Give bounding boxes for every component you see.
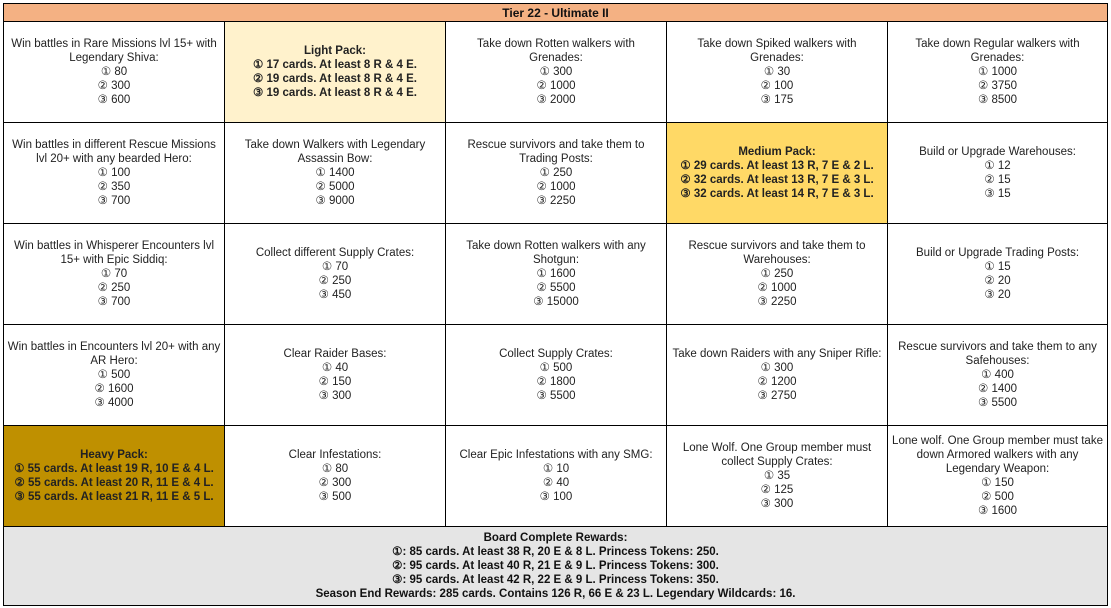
tier-target-value: ② 250 [318,275,352,287]
challenge-cell [667,22,888,123]
challenge-title: Lone Wolf. One Group member must collect Supply Crates: [682,442,872,468]
tier-target-value: ③ 600 [97,94,131,106]
tier-target-value: ① 70 [321,261,349,273]
tier-target-value: ① 70 [100,268,128,280]
challenge-cell [4,123,225,224]
tier-target-value: ③ 2750 [757,390,797,402]
tier-target-value: ① 400 [981,369,1014,381]
tier-target-value: ② 500 [981,491,1014,503]
pack-tier-value: ① 29 cards. At least 13 R, 7 E & 2 L. [680,160,874,172]
reward-tier-line: ②: 95 cards. At least 40 R, 21 E & 9 L. Princess Tokens: 300. [392,560,719,572]
tier-target-value: ③ 2250 [536,195,576,207]
challenge-cell [888,123,1108,224]
challenge-title: Build or Upgrade Warehouses: [919,146,1076,158]
tier-target-value: ① 15 [984,261,1011,273]
challenge-cell [225,426,446,527]
pack-tier-value: ③ 32 cards. At least 14 R, 7 E & 3 L. [680,188,874,200]
challenge-title: Build or Upgrade Trading Posts: [916,247,1080,259]
tier-target-value: ① 500 [97,369,131,381]
tier-target-value: ③ 175 [760,94,794,106]
tier-target-value: ③ 8500 [977,94,1018,106]
challenge-cell [888,22,1108,123]
tier-target-value: ① 30 [763,66,791,78]
tier-target-value: ② 150 [318,376,352,388]
challenge-title: Collect Supply Crates: [499,348,613,360]
tier-target-value: ③ 15000 [533,296,579,308]
reward-tier-line: ③: 95 cards. At least 42 R, 22 E & 9 L. Princess Tokens: 350. [392,574,719,586]
pack-tier-value: ① 55 cards. At least 19 R, 10 E & 4 L. [14,463,214,475]
tier-target-value: ① 150 [981,477,1014,489]
pack-tier-value: ③ 19 cards. At least 8 R & 4 E. [253,87,417,99]
pack-tier-value: ③ 55 cards. At least 21 R, 11 E & 5 L. [14,491,214,503]
tier-target-value: ② 125 [760,484,794,496]
reward-tier-line: ①: 85 cards. At least 38 R, 20 E & 8 L. Princess Tokens: 250. [392,546,719,558]
tier-target-value: ② 5500 [536,282,576,294]
tier-target-value: ③ 1600 [977,505,1018,517]
tier-target-value: ② 5000 [315,181,355,193]
tier-target-value: ① 1400 [315,167,355,179]
challenge-title: Collect different Supply Crates: [255,247,415,259]
challenge-title: Rescue survivors and take them to Warehouses: [688,240,866,266]
tier-target-value: ② 100 [760,80,794,92]
tier-target-value: ② 1800 [536,376,576,388]
challenge-cell [4,224,225,325]
challenge-title: Take down Walkers with Legendary Assassin Bow: [244,139,426,165]
tier-target-value: ② 3750 [977,80,1018,92]
footer-row [4,527,1108,606]
tier-target-value: ③ 5500 [536,390,576,402]
challenge-title: Clear Raider Bases: [283,348,387,360]
challenge-cell [446,224,667,325]
challenge-cell [4,325,225,426]
challenge-cell [225,224,446,325]
challenge-row [4,426,1108,527]
challenge-cell [4,22,225,123]
challenge-title: Win battles in Encounters lvl 20+ with any AR Hero: [7,341,221,367]
tier-target-value: ② 20 [984,275,1011,287]
header-row [4,4,1108,22]
challenge-title: Take down Spiked walkers with Grenades: [697,38,857,64]
challenge-row [4,123,1108,224]
challenge-row [4,224,1108,325]
tier-target-value: ① 500 [539,362,573,374]
tier-target-value: ② 300 [97,80,131,92]
challenge-cell [446,325,667,426]
challenge-title: Win battles in different Rescue Missions lvl 20+ with any bearded Hero: [12,139,216,165]
tier-target-value: ③ 300 [760,498,794,510]
pack-tier-value: ② 32 cards. At least 13 R, 7 E & 3 L. [680,174,874,186]
tier-target-value: ① 10 [542,463,570,475]
tier-target-value: ② 300 [318,477,352,489]
challenge-cell [667,426,888,527]
reward-pack-heavy [4,426,225,527]
tier-target-value: ① 12 [984,160,1011,172]
tier-target-value: ① 300 [760,362,794,374]
tier-target-value: ③ 2000 [536,94,576,106]
challenge-title: Rescue survivors and take them to any Safehouses: [898,341,1097,367]
tier-target-value: ② 1600 [94,383,134,395]
tier-target-value: ② 1000 [757,282,797,294]
tier-target-value: ① 40 [321,362,349,374]
tier-target-value: ② 1000 [536,80,576,92]
challenge-cell [225,325,446,426]
tier-target-value: ② 250 [97,282,131,294]
pack-title: Medium Pack: [738,146,816,158]
tier-target-value: ② 1000 [536,181,576,193]
pack-tier-value: ② 19 cards. At least 8 R & 4 E. [253,73,417,85]
challenge-title: Rescue survivors and take them to Trading Posts: [467,139,645,165]
challenge-title: Lone wolf. One Group member must take down Armored walkers with any Legendary Weapon: [892,435,1103,475]
season-end-rewards: Season End Rewards: 285 cards. Contains 126 R, 66 E & 23 L. Legendary Wildcards: 16. [315,588,796,600]
challenge-title: Win battles in Rare Missions lvl 15+ with Legendary Shiva: [11,38,217,64]
tier-target-value: ① 1000 [977,66,1018,78]
pack-title: Light Pack: [304,45,366,57]
challenge-cell [667,224,888,325]
challenge-cell [225,123,446,224]
tier-target-value: ③ 9000 [315,195,355,207]
pack-title: Heavy Pack: [80,449,148,461]
challenge-cell [446,123,667,224]
challenge-title: Take down Rotten walkers with Grenades: [477,38,635,64]
tier-target-value: ③ 300 [318,390,352,402]
tier-target-value: ① 300 [539,66,573,78]
pack-tier-value: ② 55 cards. At least 20 R, 11 E & 4 L. [14,477,214,489]
challenge-title: Take down Rotten walkers with any Shotgun: [466,240,646,266]
tier-target-value: ② 1200 [757,376,797,388]
tier-target-value: ① 80 [321,463,349,475]
tier-target-value: ① 250 [760,268,794,280]
board-title: Tier 22 - Ultimate II [4,4,1108,22]
challenge-cell [888,224,1108,325]
tier-target-value: ③ 15 [984,188,1011,200]
tier-target-value: ① 35 [763,470,791,482]
challenge-title: Take down Regular walkers with Grenades: [915,38,1080,64]
tier-target-value: ② 1400 [977,383,1018,395]
challenge-cell [446,22,667,123]
challenge-cell [888,426,1108,527]
tier-target-value: ① 80 [100,66,128,78]
challenge-cell [446,426,667,527]
challenge-cell [667,325,888,426]
tier-target-value: ① 250 [539,167,573,179]
tier-target-value: ③ 100 [539,491,573,503]
challenge-title: Clear Epic Infestations with any SMG: [459,449,653,461]
tier-target-value: ② 40 [542,477,570,489]
challenge-title: Clear Infestations: [288,449,382,461]
tier-target-value: ③ 700 [97,195,131,207]
rewards-title: Board Complete Rewards: [483,532,628,544]
tier-target-value: ③ 450 [318,289,352,301]
tier-target-value: ① 100 [97,167,131,179]
challenge-row [4,22,1108,123]
tier-target-value: ③ 2250 [757,296,797,308]
tier-target-value: ③ 20 [984,289,1011,301]
tier-target-value: ③ 5500 [977,397,1018,409]
reward-pack-light [225,22,446,123]
pack-tier-value: ① 17 cards. At least 8 R & 4 E. [253,59,417,71]
tier-target-value: ③ 4000 [94,397,134,409]
challenge-row [4,325,1108,426]
tier-board [3,3,1108,606]
challenge-title: Take down Raiders with any Sniper Rifle: [672,348,882,360]
reward-pack-medium [667,123,888,224]
tier-target-value: ① 1600 [536,268,576,280]
tier-target-value: ③ 500 [318,491,352,503]
tier-target-value: ② 15 [984,174,1011,186]
board-body [4,4,1108,606]
challenge-title: Win battles in Whisperer Encounters lvl 15+ with Epic Siddiq: [13,240,215,266]
challenge-cell [888,325,1108,426]
tier-target-value: ② 350 [97,181,131,193]
tier-target-value: ③ 700 [97,296,131,308]
board-complete-rewards [4,527,1108,606]
